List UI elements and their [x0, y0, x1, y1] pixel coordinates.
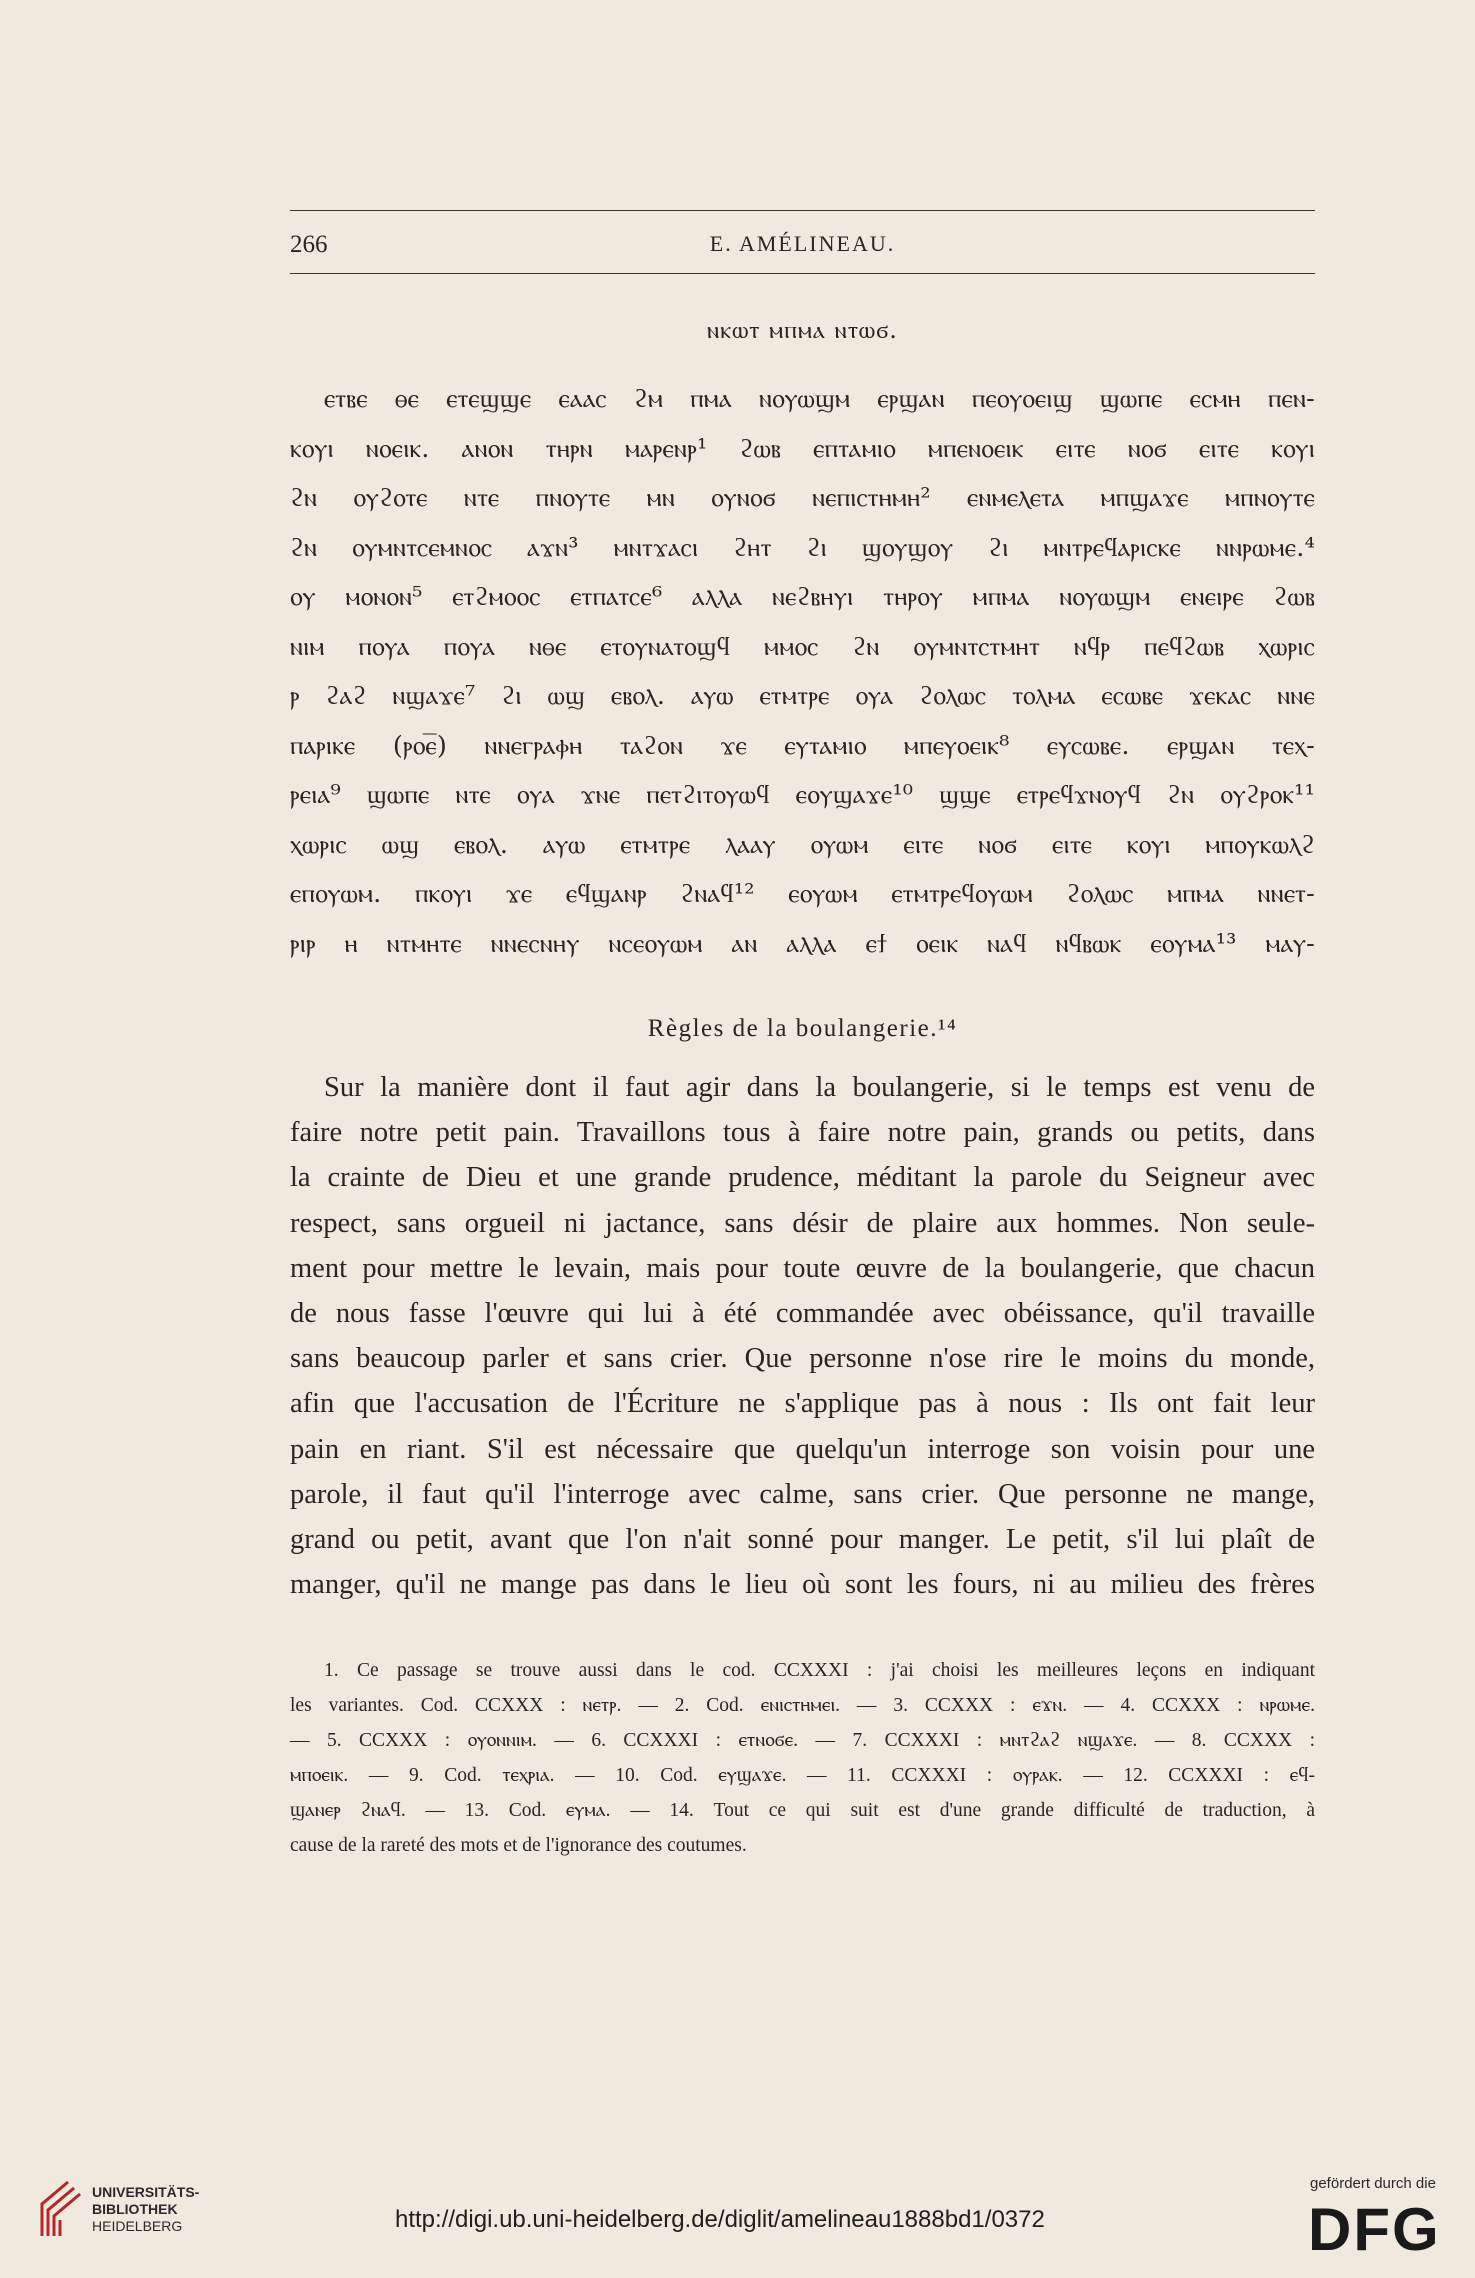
library-name: [92, 2184, 199, 2235]
running-head-author: E. AMÉLINEAU.: [709, 231, 896, 256]
coptic-line: ⲣⲉⲓⲁ⁹ ϣⲱⲡⲉ ⲛⲧⲉ ⲟⲩⲁ ϫⲛⲉ ⲡⲉⲧϩⲓⲧⲟⲩⲱϥ ⲉⲟⲩϣⲁϫⲉ¹⁰ ϣϣⲉ ⲉⲧⲣⲉϥϫⲛⲟⲩϥ ϩⲛ ⲟⲩϩⲣⲟⲕ¹¹: [290, 780, 1315, 810]
french-line: de nous fasse l'œuvre qui lui à été commandée avec obéissance, qu'il travaille: [290, 1298, 1315, 1330]
french-line: Sur la manière dont il faut agir dans la boulangerie, si le temps est venu de: [324, 1072, 1315, 1103]
french-line: parole, il faut qu'il l'interroge avec calme, sans crier. Que personne ne mange,: [290, 1478, 1315, 1510]
digitization-footer: [0, 2150, 1475, 2278]
footnote-line: — 5. CCXXX : ⲟⲩⲟⲛⲛⲓⲙ. — 6. CCXXXI : ⲉⲧⲛⲟϭⲉ. — 7. CCXXXI : ⲙⲛⲧϩⲁϩ ⲛϣⲁϫⲉ. — 8. CCXXX :: [290, 1730, 1315, 1752]
coptic-line: ⲉⲧⲃⲉ ⲑⲉ ⲉⲧⲉϣϣⲉ ⲉⲁⲁⲥ ϩⲙ ⲡⲙⲁ ⲛⲟⲩⲱϣⲙ ⲉⲣϣⲁⲛ ⲡⲉⲟⲩⲟⲉⲓϣ ϣⲱⲡⲉ ⲉⲥⲙⲏ ⲡⲉⲛ-: [324, 384, 1315, 414]
library-logo-icon: [38, 2180, 82, 2238]
section-heading: Règles de la boulangerie.¹⁴: [647, 1015, 958, 1042]
header-rule-bottom: [290, 273, 1315, 274]
coptic-line: ⲡⲁⲣⲓⲕⲉ (ⲣⲟⲉ̅) ⲛⲛⲉⲅⲣⲁⲫⲏ ⲧⲁϩⲟⲛ ϫⲉ ⲉⲩⲧⲁⲙⲓⲟ ⲙⲡⲉⲩⲟⲉⲓⲕ⁸ ⲉⲩⲥⲱⲃⲉ. ⲉⲣϣⲁⲛ ⲧⲉⲭ-: [290, 730, 1315, 761]
footnotes: [290, 1653, 1315, 1863]
french-line: manger, qu'il ne mange pas dans le lieu où sont les fours, ni au milieu des frères: [290, 1569, 1315, 1601]
coptic-line: ⲣⲓⲣ ⲏ ⲛⲧⲙⲏⲧⲉ ⲛⲛⲉⲥⲛⲏⲩ ⲛⲥⲉⲟⲩⲱⲙ ⲁⲛ ⲁⲗⲗⲁ ⲉϯ ⲟⲉⲓⲕ ⲛⲁϥ ⲛϥⲃⲱⲕ ⲉⲟⲩⲙⲁ¹³ ⲙⲁⲩ-: [290, 928, 1315, 959]
french-paragraph: [290, 1065, 1315, 1607]
french-line: faire notre petit pain. Travaillons tous à faire notre pain, grands ou petits, dans: [290, 1117, 1315, 1149]
french-line: ment pour mettre le levain, mais pour toute œuvre de la boulangerie, que chacun: [290, 1252, 1315, 1284]
coptic-line: ⲕⲟⲩⲓ ⲛⲟⲉⲓⲕ. ⲁⲛⲟⲛ ⲧⲏⲣⲛ ⲙⲁⲣⲉⲛⲣ¹ ϩⲱⲃ ⲉⲡⲧⲁⲙⲓⲟ ⲙⲡⲉⲛⲟⲉⲓⲕ ⲉⲓⲧⲉ ⲛⲟϭ ⲉⲓⲧⲉ ⲕⲟⲩⲓ: [290, 433, 1315, 464]
french-line: sans beaucoup parler et sans crier. Que personne n'ose rire le moins du monde,: [290, 1343, 1315, 1375]
french-line: grand ou petit, avant que l'on n'ait sonné pour manger. Le petit, s'il lui plaît de: [290, 1524, 1315, 1556]
french-line: pain en riant. S'il est nécessaire que quelqu'un interroge son voisin pour une: [290, 1433, 1315, 1465]
footnote-line: ⲙⲡⲟⲉⲓⲕ. — 9. Cod. ⲧⲉⲭⲣⲓⲁ. — 10. Cod. ⲉⲩϣⲁϫⲉ. — 11. CCXXXI : ⲟⲩⲣⲁⲕ. — 12. CCXXXI : ⲉϥ-: [290, 1765, 1315, 1787]
coptic-line: ⲣ ϩⲁϩ ⲛϣⲁϫⲉ⁷ ϩⲓ ⲱϣ ⲉⲃⲟⲗ. ⲁⲩⲱ ⲉⲧⲙⲧⲣⲉ ⲟⲩⲁ ϩⲟⲗⲱⲥ ⲧⲟⲗⲙⲁ ⲉⲥⲱⲃⲉ ϫⲉⲕⲁⲥ ⲛⲛⲉ: [290, 681, 1315, 711]
coptic-line: ϩⲛ ⲟⲩⲙⲛⲧⲥⲉⲙⲛⲟⲥ ⲁϫⲛ³ ⲙⲛⲧϫⲁⲥⲓ ϩⲏⲧ ϩⲓ ϣⲟⲩϣⲟⲩ ϩⲓ ⲙⲛⲧⲣⲉϥⲁⲣⲓⲥⲕⲉ ⲛⲛⲣⲱⲙⲉ.⁴: [290, 532, 1315, 563]
french-line: la crainte de Dieu et une grande prudence, méditant la parole du Seigneur avec: [290, 1162, 1315, 1194]
footnote-line: 1. Ce passage se trouve aussi dans le cod. CCXXXI : j'ai choisi les meilleures leçons en indiquant: [324, 1660, 1315, 1682]
running-head: [290, 211, 1315, 273]
footnote-line: ϣⲁⲛⲉⲣ ϩⲛⲁϥ. — 13. Cod. ⲉⲩⲙⲁ. — 14. Tout ce qui suit est d'une grande difficulté de traduction, à: [290, 1800, 1315, 1822]
library-name-line: HEIDELBERG: [92, 2218, 183, 2234]
footnote-line: les variantes. Cod. CCXXX : ⲛⲉⲧⲣ. — 2. Cod. ⲉⲛⲓⲥⲧⲏⲙⲉⲓ. — 3. CCXXX : ⲉϫⲛ. — 4. CCXXX : ⲛⲣⲱⲙⲉ.: [290, 1695, 1315, 1717]
french-line: afin que l'accusation de l'Écriture ne s'applique pas à nous : Ils ont fait leur: [290, 1388, 1315, 1420]
coptic-line: ⲭⲱⲣⲓⲥ ⲱϣ ⲉⲃⲟⲗ. ⲁⲩⲱ ⲉⲧⲙⲧⲣⲉ ⲗⲁⲁⲩ ⲟⲩⲱⲙ ⲉⲓⲧⲉ ⲛⲟϭ ⲉⲓⲧⲉ ⲕⲟⲩⲓ ⲙⲡⲟⲩⲕⲱⲗϩ: [290, 829, 1315, 860]
coptic-line: ⲟⲩ ⲙⲟⲛⲟⲛ⁵ ⲉⲧϩⲙⲟⲟⲥ ⲉⲧⲡⲁⲧⲥⲉ⁶ ⲁⲗⲗⲁ ⲛⲉϩⲃⲏⲩⲓ ⲧⲏⲣⲟⲩ ⲙⲡⲙⲁ ⲛⲟⲩⲱϣⲙ ⲉⲛⲉⲓⲣⲉ ϩⲱⲃ: [290, 582, 1315, 612]
french-line: respect, sans orgueil ni jactance, sans désir de plaire aux hommes. Non seule-: [290, 1207, 1315, 1239]
library-name-line: UNIVERSITÄTS-: [92, 2184, 200, 2200]
book-page: [290, 210, 1315, 1863]
footnote-line: cause de la rareté des mots et de l'ignorance des coutumes.: [290, 1835, 747, 1857]
dfg-logo: DFG: [1308, 2196, 1441, 2263]
library-name-line: BIBLIOTHEK: [92, 2201, 178, 2217]
funder-caption: gefördert durch die: [1310, 2175, 1436, 2192]
coptic-heading: ⲛⲕⲱⲧ ⲙⲡⲙⲁ ⲛⲧⲱϭ.: [707, 316, 898, 344]
coptic-line: ⲉⲡⲟⲩⲱⲙ. ⲡⲕⲟⲩⲓ ϫⲉ ⲉϥϣⲁⲛⲣ ϩⲛⲁϥ¹² ⲉⲟⲩⲱⲙ ⲉⲧⲙⲧⲣⲉϥⲟⲩⲱⲙ ϩⲟⲗⲱⲥ ⲙⲡⲙⲁ ⲛⲛⲉⲧ-: [290, 879, 1315, 909]
page-number: 266: [290, 231, 328, 258]
source-url-link[interactable]: http://digi.ub.uni-heidelberg.de/diglit/amelineau1888bd1/0372: [395, 2206, 1045, 2233]
coptic-paragraph: [290, 375, 1315, 969]
coptic-line: ⲛⲓⲙ ⲡⲟⲩⲁ ⲡⲟⲩⲁ ⲛⲑⲉ ⲉⲧⲟⲩⲛⲁⲧⲟϣϥ ⲙⲙⲟⲥ ϩⲛ ⲟⲩⲙⲛⲧⲥⲧⲙⲏⲧ ⲛϥⲣ ⲡⲉϥϩⲱⲃ ⲭⲱⲣⲓⲥ: [290, 631, 1315, 662]
coptic-line: ϩⲛ ⲟⲩϩⲟⲧⲉ ⲛⲧⲉ ⲡⲛⲟⲩⲧⲉ ⲙⲛ ⲟⲩⲛⲟϭ ⲛⲉⲡⲓⲥⲧⲏⲙⲏ² ⲉⲛⲙⲉⲗⲉⲧⲁ ⲙⲡϣⲁϫⲉ ⲙⲡⲛⲟⲩⲧⲉ: [290, 483, 1315, 513]
